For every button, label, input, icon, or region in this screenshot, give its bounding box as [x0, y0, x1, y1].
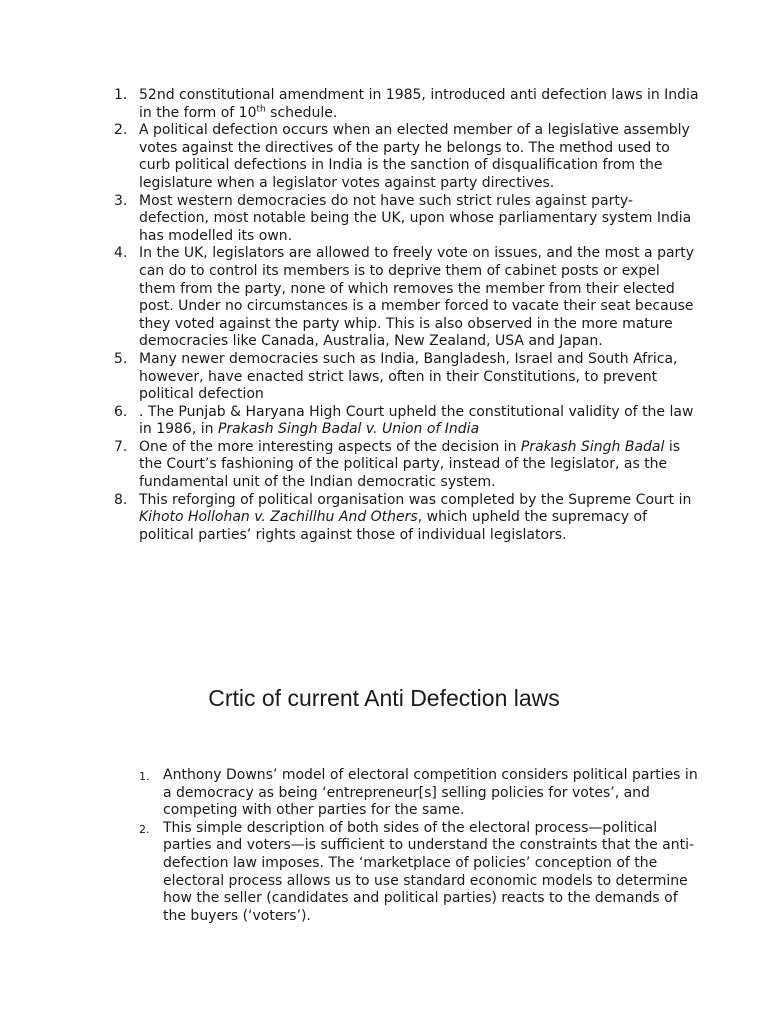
case-citation: Kihoto Hollohan v. Zachillhu And Others	[139, 509, 418, 526]
key-points-list	[114, 87, 699, 544]
critique-list	[139, 767, 703, 925]
list-item	[114, 192, 699, 246]
section-heading: Crtic of current Anti Defection laws	[208, 685, 560, 711]
list-item-text: . The Punjab & Haryana High Court upheld the constitutional validity of the law in 1986, in	[139, 403, 694, 438]
case-citation: Prakash Singh Badal	[520, 438, 665, 455]
list-number: 6.	[114, 403, 128, 420]
superscript: th	[256, 103, 266, 114]
list-number: 1.	[114, 87, 128, 103]
list-item	[139, 819, 703, 926]
list-item-text: A political defection occurs when an elected member of a legislative assembly votes against the directives of the party he belongs to. The method used to curb political defections in India is the sanction of disqualification from the legislature when a legislator votes against party directives.	[139, 122, 690, 191]
list-item-text: This reforging of political organisation was completed by the Supreme Court in	[139, 491, 692, 508]
list-item-text: In the UK, legislators are allowed to freely vote on issues, and the most a party can do to control its members is to deprive them of cabinet posts or expel them from the party, none of which removes the member from their elected post. Under no circumstances is a member forced to vacate their seat because they voted against the party whip. This is also observed in the more mature democracies like Canada, Australia, New Zealand, USA and Japan.	[139, 245, 695, 350]
list-number: 1.	[139, 770, 150, 783]
list-item-text: is the Court’s fashioning of the political party, instead of the legislator, as the fundamental unit of the Indian democratic system.	[139, 438, 681, 491]
list-number: 7.	[114, 438, 128, 455]
list-number: 8.	[114, 491, 128, 508]
list-item-text: Many newer democracies such as India, Bangladesh, Israel and South Africa, however, have enacted strict laws, often in their Constitutions, to prevent political defection	[139, 350, 678, 403]
list-item-text: Most western democracies do not have such strict rules against party-defection, most notable being the UK, upon whose parliamentary system India has modelled its own.	[139, 192, 692, 244]
list-item	[114, 350, 699, 404]
list-item-text: 52nd constitutional amendment in 1985, introduced anti defection laws in India in the form of 10	[139, 87, 699, 121]
case-citation: Prakash Singh Badal v. Union of India	[217, 421, 480, 438]
list-number: 4.	[114, 245, 128, 262]
list-item	[114, 403, 699, 439]
list-item-text: One of the more interesting aspects of the decision in	[139, 438, 521, 455]
list-item-text: schedule.	[265, 104, 338, 121]
list-item	[114, 491, 699, 545]
list-item-text: , which upheld the supremacy of political parties’ rights against those of individual legislators.	[139, 509, 648, 543]
list-number: 2.	[139, 822, 150, 836]
list-number: 2.	[114, 122, 128, 139]
list-item	[114, 122, 699, 192]
list-number: 3.	[114, 192, 128, 209]
list-item	[114, 87, 699, 122]
list-item-text: Anthony Downs’ model of electoral competition considers political parties in a democracy as being ‘entrepreneur[s] selling policies for votes’, and competing with other parties for the same.	[163, 767, 698, 819]
list-item	[139, 767, 703, 820]
list-number: 5.	[114, 350, 128, 367]
list-item	[114, 438, 699, 492]
list-item	[114, 245, 699, 351]
list-item-text: This simple description of both sides of the electoral process—political parties and voters—is sufficient to understand the constraints that the anti-defection law imposes. The ‘marketplace of policies’ conception of the electoral process allows us to use standard economic models to determine how the seller (candidates and political parties) reacts to the demands of the buyers (‘voters’).	[163, 819, 695, 924]
